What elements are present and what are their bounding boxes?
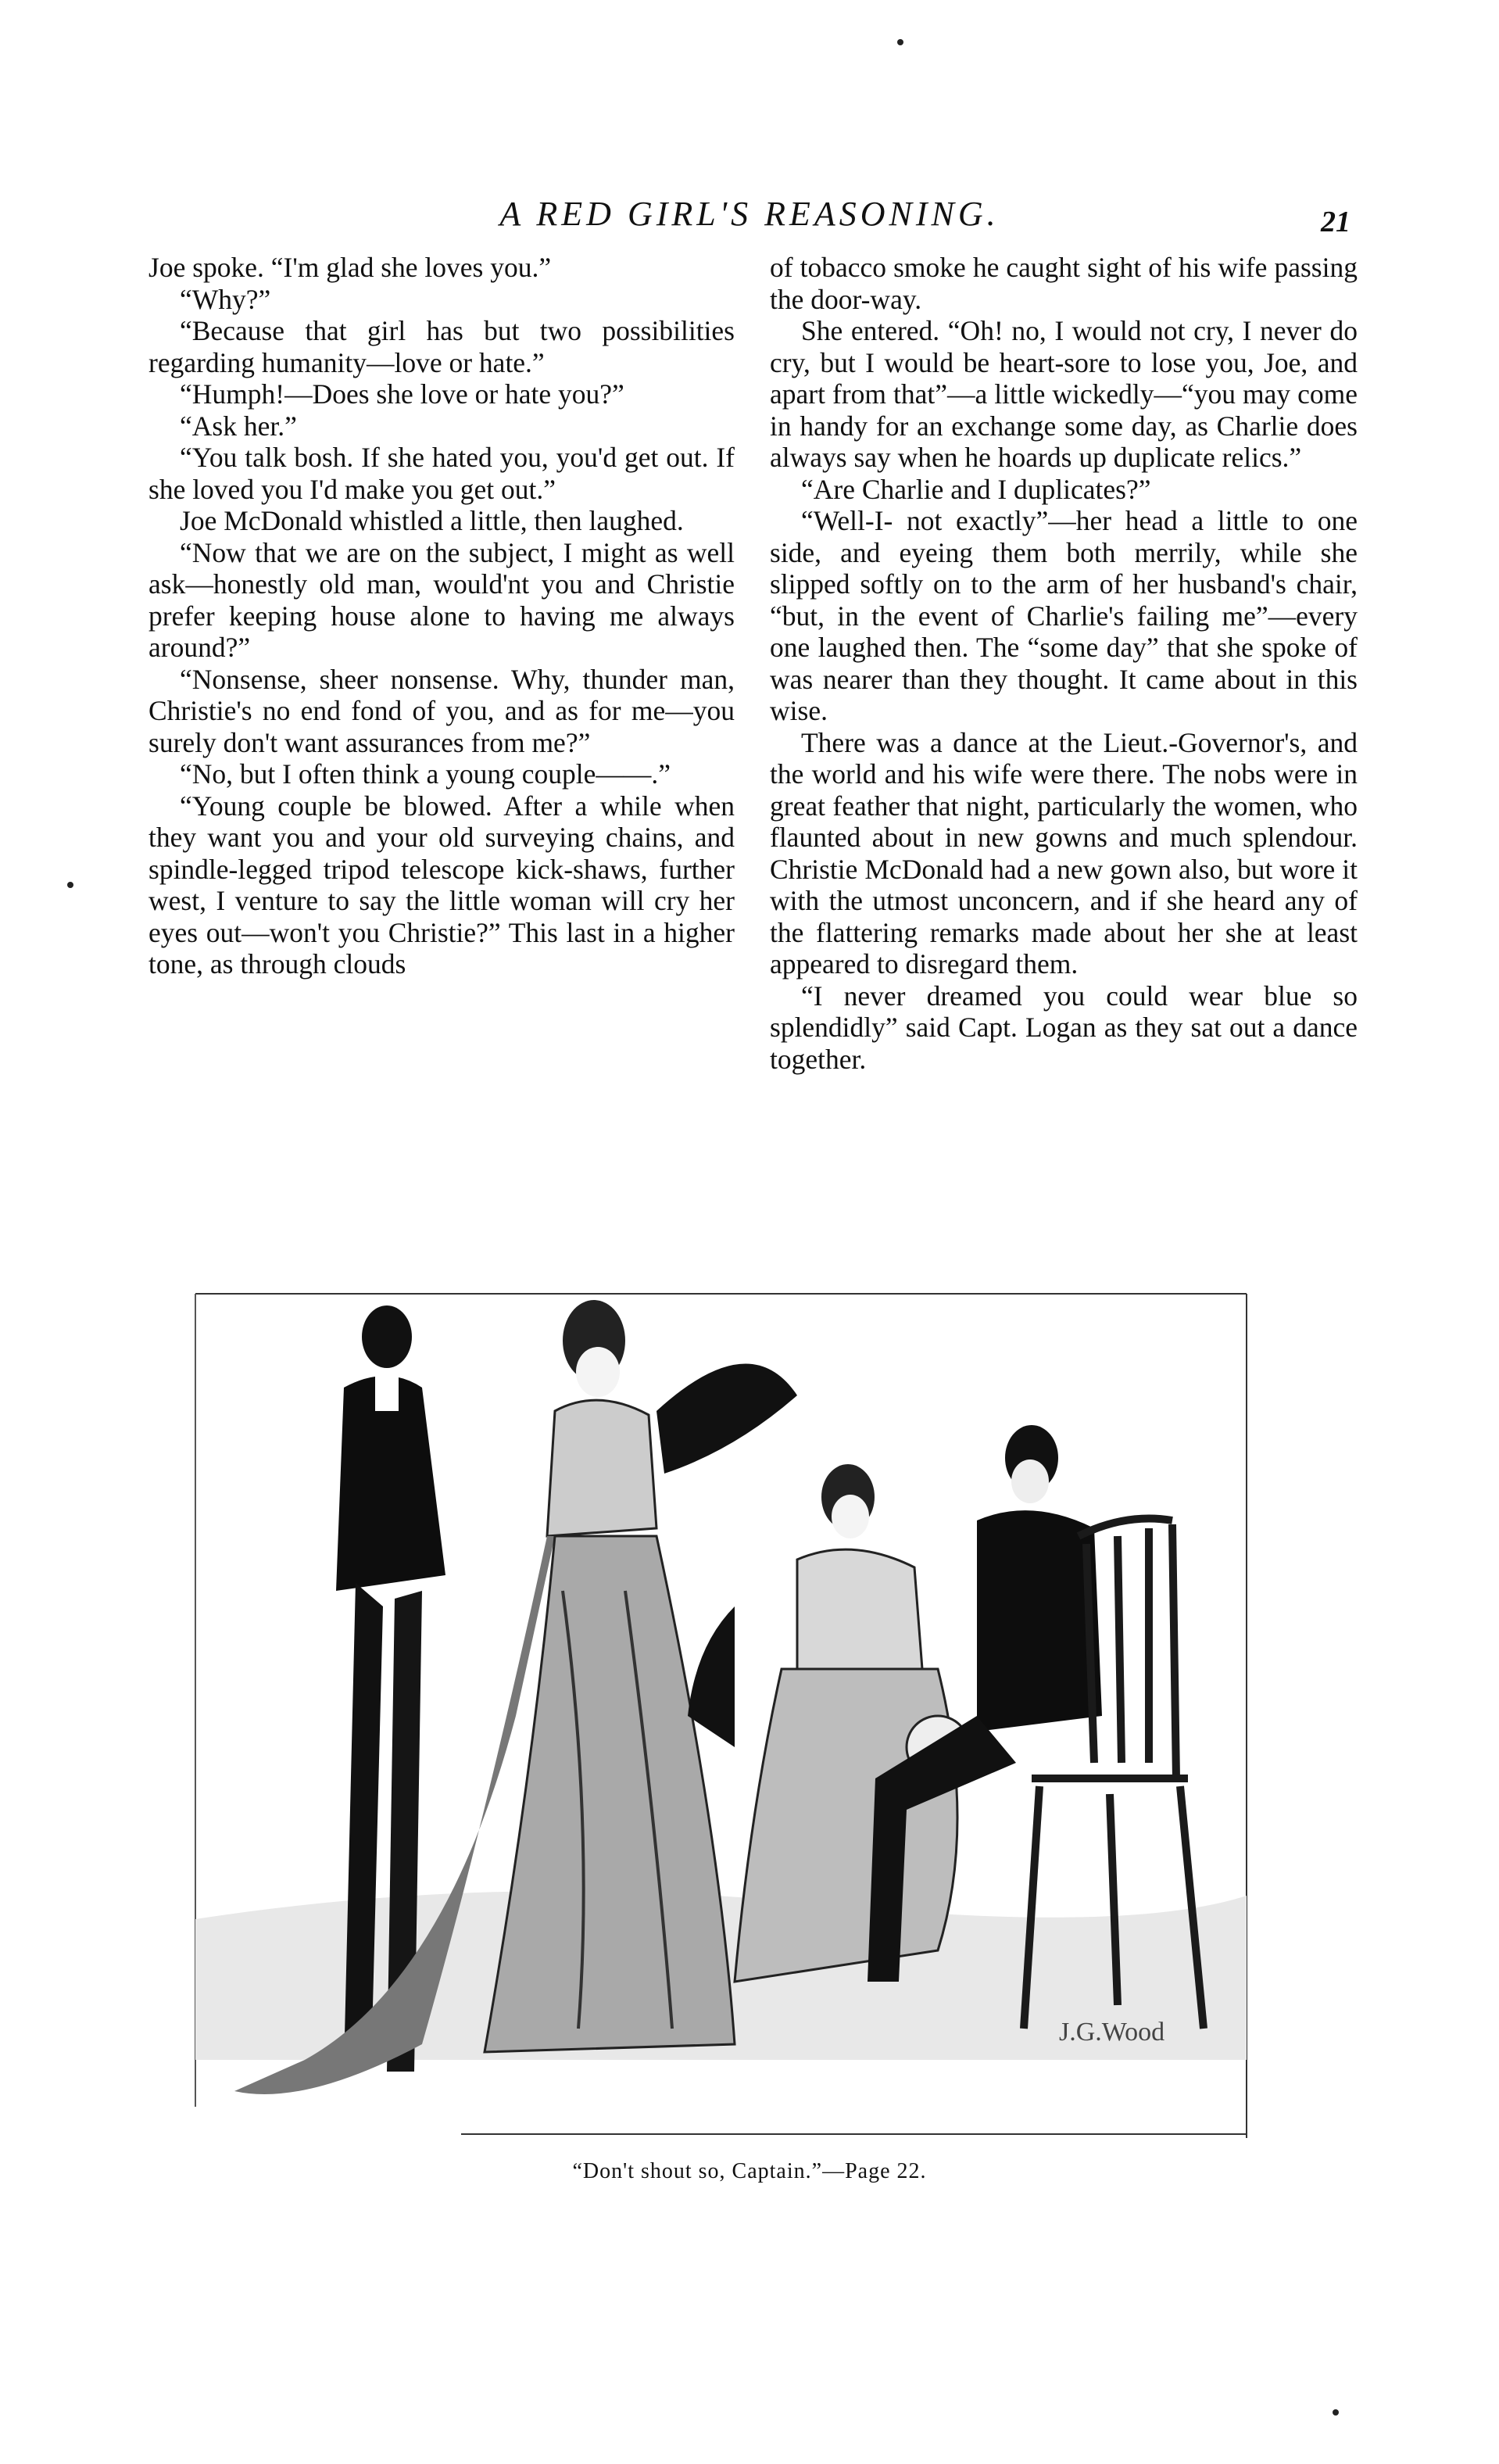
print-speck [67,882,73,888]
page-number: 21 [1321,206,1351,238]
text-column-right [770,252,1358,1075]
illustration-caption: “Don't shout so, Captain.”—Page 22. [572,2159,927,2183]
paragraph: “You talk bosh. If she hated you, you'd get out. If she loved you I'd make you get out.” [148,442,735,505]
paragraph: “Now that we are on the subject, I might as well ask—honestly old man, would'nt you and Christie prefer keeping house alone to having me always around?” [148,536,735,663]
paragraph: “Are Charlie and I duplicates?” [801,473,1151,505]
paragraph: “I never dreamed you could wear blue so splendidly” said Capt. Logan as they sat out a dance together. [770,980,1358,1075]
running-head: A RED GIRL'S REASONING. [499,195,1000,233]
paragraph: “No, but I often think a young couple——.” [180,758,671,790]
paragraph: “Humph!—Does she love or hate you?” [180,378,624,410]
paragraph: Joe spoke. “I'm glad she loves you.” [148,252,552,283]
paragraph: “Why?” [180,283,271,315]
ballroom-illustration [188,1278,1254,2138]
paragraph: “Nonsense, sheer nonsense. Why, thunder man, Christie's no end fond of you, and as for me—you surely don't want assurances from me?” [148,663,735,758]
paragraph: “Because that girl has but two possibilities regarding humanity—love or hate.” [148,315,735,378]
paragraph: of tobacco smoke he caught sight of his wife passing the door-way. [770,252,1358,315]
print-speck [1333,2409,1339,2416]
paragraph: There was a dance at the Lieut.-Governor's, and the world and his wife were there. The nobs were in great feather that night, particularly the women, who flaunted about in new gowns and much splendour. Christie McDonald had a new gown also, but wore it with the utmost unconcern, and if she heard any of the flattering remarks made about her she at least appeared to disregard them. [770,726,1358,980]
paragraph: “Young couple be blowed. After a while when they want you and your old surveying chains, and spindle-legged tripod telescope kick-shaws, further west, I venture to say the little woman will cry her eyes out—won't you Christie?” This last in a higher tone, as through clouds [148,790,735,980]
paragraph: She entered. “Oh! no, I would not cry, I never do cry, but I would be heart-sore to lose you, Joe, and apart from that”—a little wickedly—“you may come in handy for an exchange some day, as Charlie does always say when he hoards up duplicate relics.” [770,315,1358,473]
paragraph: Joe McDonald whistled a little, then laughed. [180,505,684,536]
paragraph: “Ask her.” [180,410,297,442]
text-column-left [148,252,735,980]
paragraph: “Well-I- not exactly”—her head a little to one side, and eyeing them both merrily, while she slipped softly on to the arm of her husband's chair, “but, in the event of Charlie's failing me”—every one laughed then. The “some day” that she spoke of was nearer than they thought. It came about in this wise. [770,505,1358,726]
print-speck [897,39,903,45]
artist-signature: J.G.Wood [1059,2018,1165,2047]
